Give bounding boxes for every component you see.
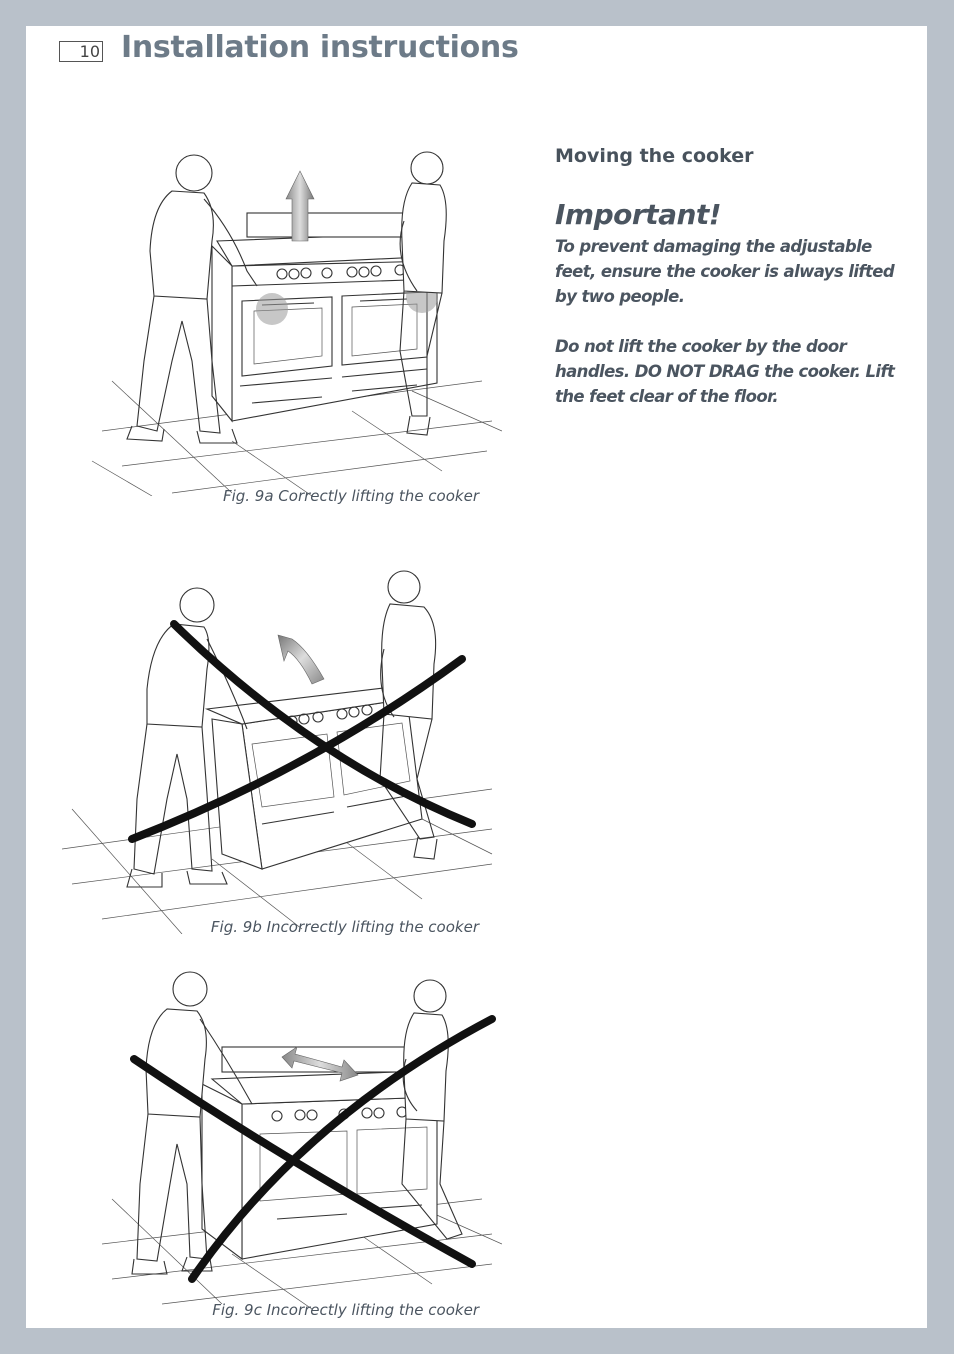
page-title: Installation instructions	[121, 30, 519, 65]
important-paragraph: Do not lift the cooker by the door handles. DO NOT DRAG the cooker. Lift the feet clear of the floor.	[555, 337, 895, 406]
figure-9c-illustration	[82, 939, 502, 1309]
important-paragraph: To prevent damaging the adjustable feet, ensure the cooker is always lifted by two people.	[555, 237, 895, 306]
figure-9c-caption: Fig. 9c Incorrectly lifting the cooker	[212, 1301, 479, 1319]
page	[26, 26, 927, 1328]
important-title: Important!	[555, 198, 722, 231]
section-heading: Moving the cooker	[555, 145, 754, 167]
figure-9b-illustration	[62, 539, 502, 934]
page-number: 10	[59, 41, 103, 62]
important-notes	[555, 234, 895, 434]
figure-9b-caption: Fig. 9b Incorrectly lifting the cooker	[210, 918, 479, 936]
figure-9a-caption: Fig. 9a Correctly lifting the cooker	[222, 487, 479, 505]
figure-9a-illustration	[82, 121, 502, 496]
